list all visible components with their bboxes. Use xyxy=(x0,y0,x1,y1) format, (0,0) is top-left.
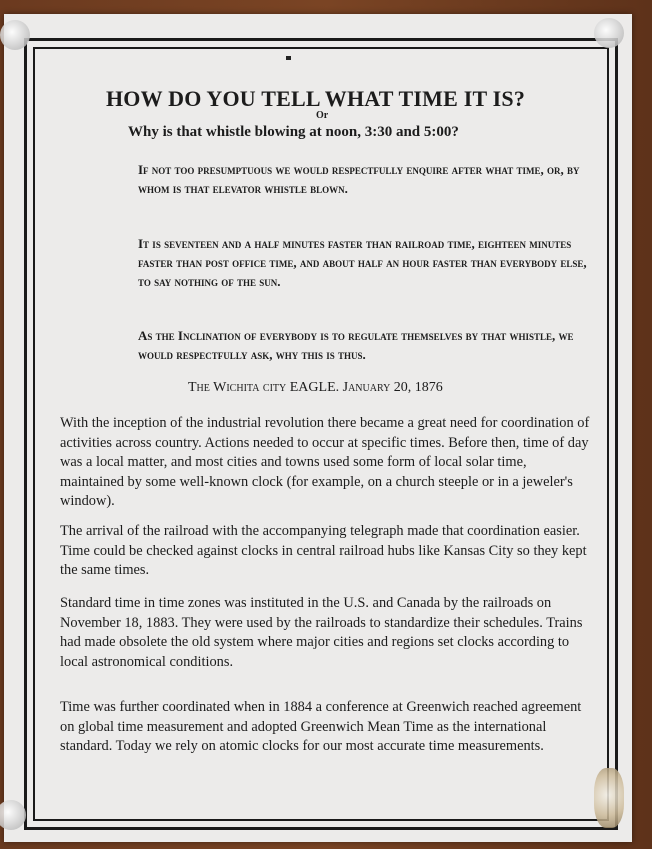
body-paragraph: With the inception of the industrial revolution there became a great need for coordination of activities across country. Actions needed to occur at specific times. Before then, time of day was a local matter, and most cities and towns used some form of local solar time, maintained by some well-known clock (for example, on a church steeple or in a jeweler's window). xyxy=(60,415,590,510)
body-paragraph: The arrival of the railroad with the accompanying telegraph made that coordination easier. Time could be checked against clocks in central railroad hubs like Kansas City so they kept the same times. xyxy=(60,523,587,579)
or-label: Or xyxy=(316,110,329,121)
quote-paragraph: It is seventeen and a half minutes faster than railroad time, eighteen minutes faster than post office time, and about half an hour faster than everybody else, to say nothing of the sun. xyxy=(138,236,587,289)
subtitle: Why is that whistle blowing at noon, 3:30 and 5:00? xyxy=(128,124,459,140)
quote-citation: The Wichita city EAGLE. January 20, 1876 xyxy=(188,380,443,395)
page-title: HOW DO YOU TELL WHAT TIME IT IS? xyxy=(106,86,526,111)
quote-paragraph: As the Inclination of everybody is to regulate themselves by that whistle, we would respectfully ask, why this is thus. xyxy=(138,328,574,362)
body-paragraph: Time was further coordinated when in 1884 a conference at Greenwich reached agreement on global time measurement and adopted Greenwich Mean Time as the international standard. Today we rely on atomic clocks for our most accurate time measurements. xyxy=(60,699,582,755)
quote-paragraph: If not too presumptuous we would respectfully enquire after what time, or, by whom is that elevator whistle blown. xyxy=(138,162,580,196)
body-paragraph: Standard time in time zones was instituted in the U.S. and Canada by the railroads on November 18, 1883. They were used by the railroads to standardize their schedules. Trains had made obsolete the old system where major cities and regions set clocks according to local astronomical conditions. xyxy=(60,595,583,670)
